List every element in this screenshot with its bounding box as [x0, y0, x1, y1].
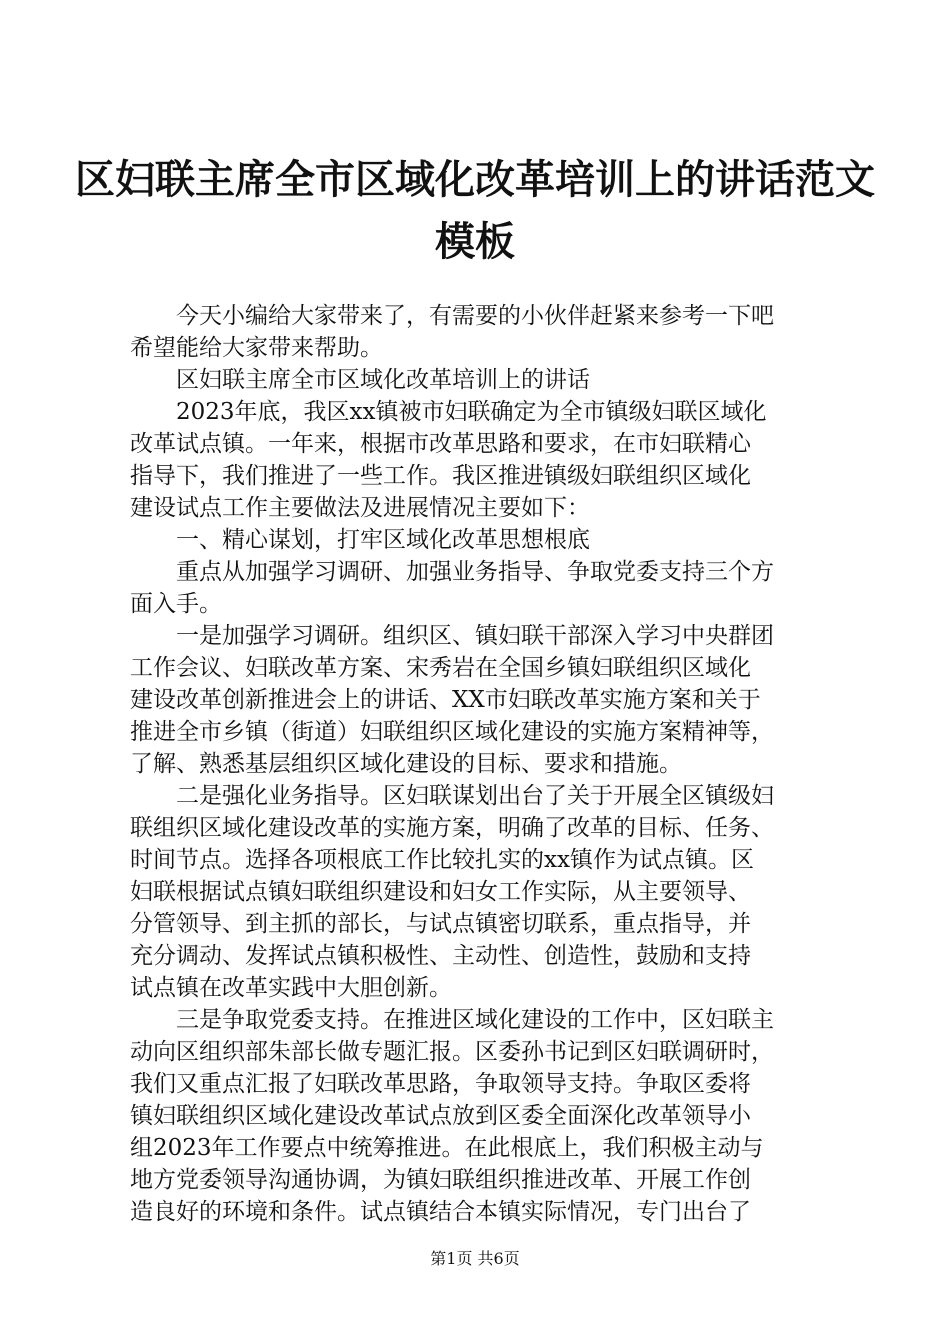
document-body	[130, 300, 830, 1228]
body-line: 改革试点镇。一年来，根据市改革思路和要求，在市妇联精心	[130, 431, 751, 457]
body-line: 时间节点。选择各项根底工作比较扎实的xx镇作为试点镇。区	[130, 847, 754, 873]
body-line: 分管领导、到主抓的部长，与试点镇密切联系，重点指导，并	[130, 911, 751, 937]
body-line: 建设改革创新推进会上的讲话、XX市妇联改革实施方案和关于	[130, 687, 761, 713]
body-line: 联组织区域化建设改革的实施方案，明确了改革的目标、任务、	[130, 815, 774, 841]
document-title-line-1: 区妇联主席全市区域化改革培训上的讲话范文	[75, 156, 875, 203]
body-line: 一、精心谋划，打牢区域化改革思想根底	[176, 527, 590, 553]
body-line: 今天小编给大家带来了，有需要的小伙伴赶紧来参考一下吧	[176, 303, 774, 329]
body-line: 面入手。	[130, 591, 222, 617]
body-line: 组2023年工作要点中统筹推进。在此根底上，我们积极主动与	[130, 1135, 764, 1161]
body-line: 希望能给大家带来帮助。	[130, 335, 383, 361]
body-line: 重点从加强学习调研、加强业务指导、争取党委支持三个方	[176, 559, 774, 585]
body-line: 我们又重点汇报了妇联改革思路，争取领导支持。争取区委将	[130, 1071, 751, 1097]
body-line: 二是强化业务指导。区妇联谋划出台了关于开展全区镇级妇	[176, 783, 774, 809]
body-line: 动向区组织部朱部长做专题汇报。区委孙书记到区妇联调研时，	[130, 1039, 774, 1065]
body-line: 造良好的环境和条件。试点镇结合本镇实际情况，专门出台了	[130, 1199, 751, 1225]
body-line: 一是加强学习调研。组织区、镇妇联干部深入学习中央群团	[176, 623, 774, 649]
page-footer: 第1页 共6页	[430, 1249, 520, 1268]
body-line: 充分调动、发挥试点镇积极性、主动性、创造性，鼓励和支持	[130, 943, 751, 969]
body-line: 工作会议、妇联改革方案、宋秀岩在全国乡镇妇联组织区域化	[130, 655, 751, 681]
body-line: 指导下，我们推进了一些工作。我区推进镇级妇联组织区域化	[130, 463, 751, 489]
body-line: 2023年底，我区xx镇被市妇联确定为全市镇级妇联区域化	[176, 399, 767, 425]
body-line: 妇联根据试点镇妇联组织建设和妇女工作实际，从主要领导、	[130, 879, 751, 905]
body-line: 地方党委领导沟通协调，为镇妇联组织推进改革、开展工作创	[130, 1167, 751, 1193]
body-line: 三是争取党委支持。在推进区域化建设的工作中，区妇联主	[176, 1007, 774, 1033]
body-line: 推进全市乡镇（街道）妇联组织区域化建设的实施方案精神等，	[130, 719, 774, 745]
body-line: 镇妇联组织区域化建设改革试点放到区委全面深化改革领导小	[130, 1103, 751, 1129]
body-line: 建设试点工作主要做法及进展情况主要如下：	[130, 495, 590, 521]
body-line: 了解、熟悉基层组织区域化建设的目标、要求和措施。	[130, 751, 682, 777]
body-line: 试点镇在改革实践中大胆创新。	[130, 975, 452, 1001]
body-line: 区妇联主席全市区域化改革培训上的讲话	[176, 367, 590, 393]
document-title-line-2: 模板	[435, 218, 515, 265]
